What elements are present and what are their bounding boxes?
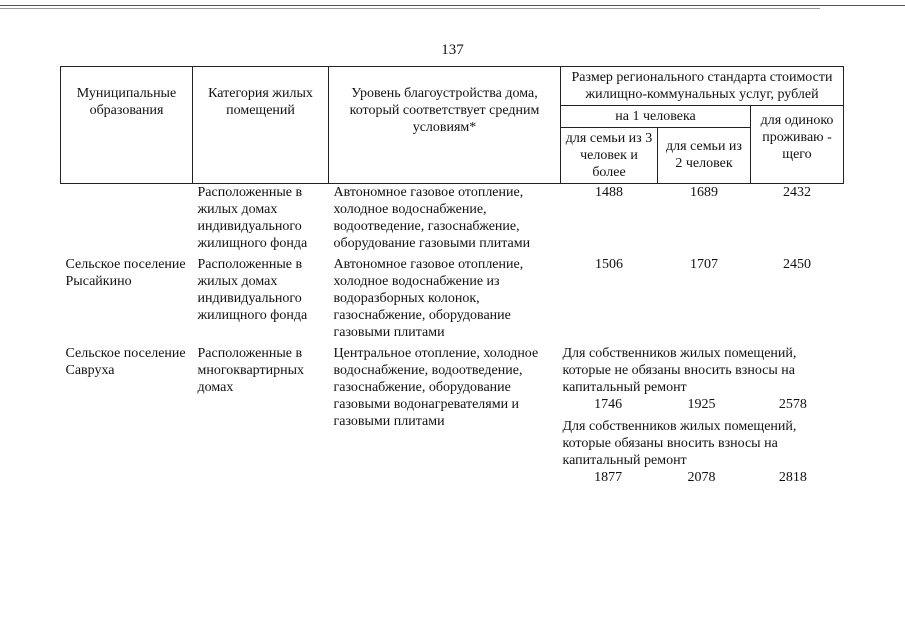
row-municipality [61,184,193,257]
table-row [61,345,844,490]
row-value-family3: 1506 [595,257,623,272]
values-capital-repair [561,469,839,486]
header-level: Уровень благоустройства дома, который соответствует средним условиям* [329,67,561,184]
row-category: Расположенные в многоквартирных домах [197,346,305,395]
row-level: Центральное отопление, холодное водоснабжение, водоотведение, газоснабжение, оборудование газовыми водонагревателями и газовыми плитами [333,346,539,429]
value-family2: 1925 [687,397,716,412]
table-row [61,184,844,257]
row-category: Расположенные в жилых домах индивидуального жилищного фонда [197,257,308,323]
value-family3: 1877 [594,470,623,485]
header-row-1 [61,67,844,106]
row-municipality: Сельское поселение Рысайкино [65,257,186,289]
header-single: для одиноко проживаю - щего [751,106,844,184]
value-family2: 2078 [687,470,716,485]
values-no-capital-repair [561,396,839,413]
row-value-family2: 1689 [690,185,718,200]
standards-table [60,66,844,490]
value-family3: 1746 [594,397,623,412]
value-single: 2818 [778,470,807,485]
row-value-single: 2450 [783,257,811,272]
note-capital-repair: Для собственников жилых помещений, которые обязаны вносить взносы на капитальный ремонт [562,419,797,468]
row-level: Автономное газовое отопление, холодное водоснабжение, водоотведение, газоснабжение, оборудование газовыми плитами [333,185,531,251]
header-family3: для семьи из 3 человек и более [561,128,658,184]
row-category: Расположенные в жилых домах индивидуального жилищного фонда [197,185,308,251]
header-municipal: Муниципальные образования [61,67,193,184]
table-row [61,256,844,345]
page-number: 137 [441,42,464,58]
row-municipality: Сельское поселение Савруха [65,346,186,378]
value-single: 2578 [778,397,807,412]
row-value-family2: 1707 [690,257,718,272]
header-per-person: на 1 человека [561,106,751,128]
row-level: Автономное газовое отопление, холодное водоснабжение из водоразборных колонок, газоснабжение, оборудование газовыми плитами [333,257,524,340]
header-category: Категория жилых помещений [193,67,329,184]
header-standard: Размер регионального стандарта стоимости жилищно-коммунальных услуг, рублей [561,67,844,106]
row-value-single: 2432 [783,185,811,200]
top-border-line-secondary [0,8,820,9]
note-no-capital-repair: Для собственников жилых помещений, которые не обязаны вносить взносы на капитальный ремонт [562,346,797,395]
row-values-block [561,345,844,490]
top-border-line [0,5,905,6]
header-family2: для семьи из 2 человек [658,128,751,184]
row-value-family3: 1488 [595,185,623,200]
